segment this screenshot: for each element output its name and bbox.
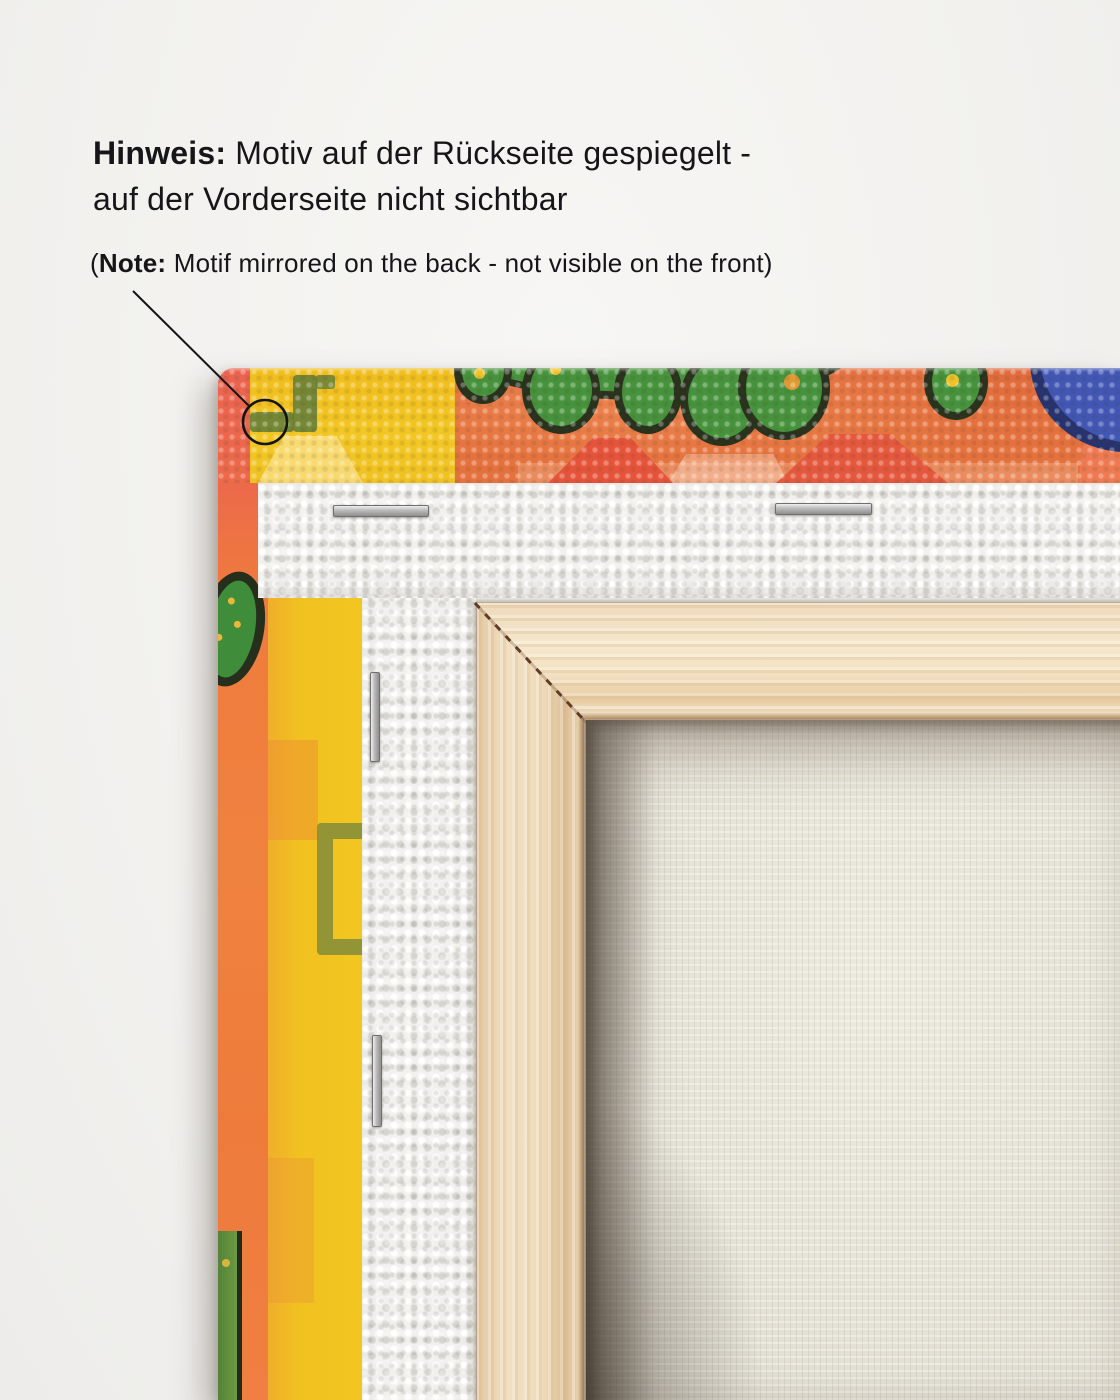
side-orange-patch	[268, 740, 318, 840]
note-english	[90, 247, 773, 279]
note-english-paren: (	[90, 248, 99, 278]
motif-blue-shape	[1025, 368, 1120, 468]
note-german-line1: Motiv auf der Rückseite gespiegelt -	[226, 135, 752, 171]
leaf-dot	[233, 620, 241, 628]
note-german-prefix: Hinweis:	[93, 135, 227, 171]
canvas-print	[218, 368, 1120, 1400]
leaf-dot	[222, 1259, 230, 1267]
leaf-dot	[218, 633, 223, 641]
staple-left-2	[372, 1035, 382, 1127]
staple-top-1	[333, 505, 429, 517]
canvas-flap-top	[258, 483, 1120, 598]
frame-shadow-seam-top	[476, 597, 1120, 603]
back-panel-shadow-corner	[586, 1100, 766, 1400]
motif-squiggle	[250, 412, 294, 432]
motif-band	[218, 368, 1120, 483]
note-english-rest: Motif mirrored on the back - not visible on the front)	[166, 248, 773, 278]
staple-left-1	[370, 672, 380, 762]
staple-top-2	[775, 503, 872, 515]
note-german	[93, 130, 751, 222]
leaf-dot	[784, 374, 800, 390]
stretcher-bar-left	[476, 602, 586, 1400]
stretcher-bar-top	[476, 602, 1120, 720]
back-panel-shadow	[586, 720, 1120, 1400]
note-english-prefix: Note:	[98, 248, 167, 278]
side-orange-patch	[268, 1158, 314, 1303]
frame-shadow-seam-left	[472, 602, 477, 1400]
fold-edge-highlight	[218, 368, 1120, 372]
leaf-dot	[227, 597, 235, 605]
motif-squiggle	[293, 375, 317, 432]
leaf-dot	[946, 374, 959, 387]
side-green-sliver	[218, 1231, 242, 1400]
back-panel-shadow-left	[586, 720, 656, 1400]
note-german-line2: auf der Vorderseite nicht sichtbar	[93, 181, 568, 217]
motif-squiggle	[316, 375, 335, 389]
canvas-back-panel	[586, 720, 1120, 1400]
